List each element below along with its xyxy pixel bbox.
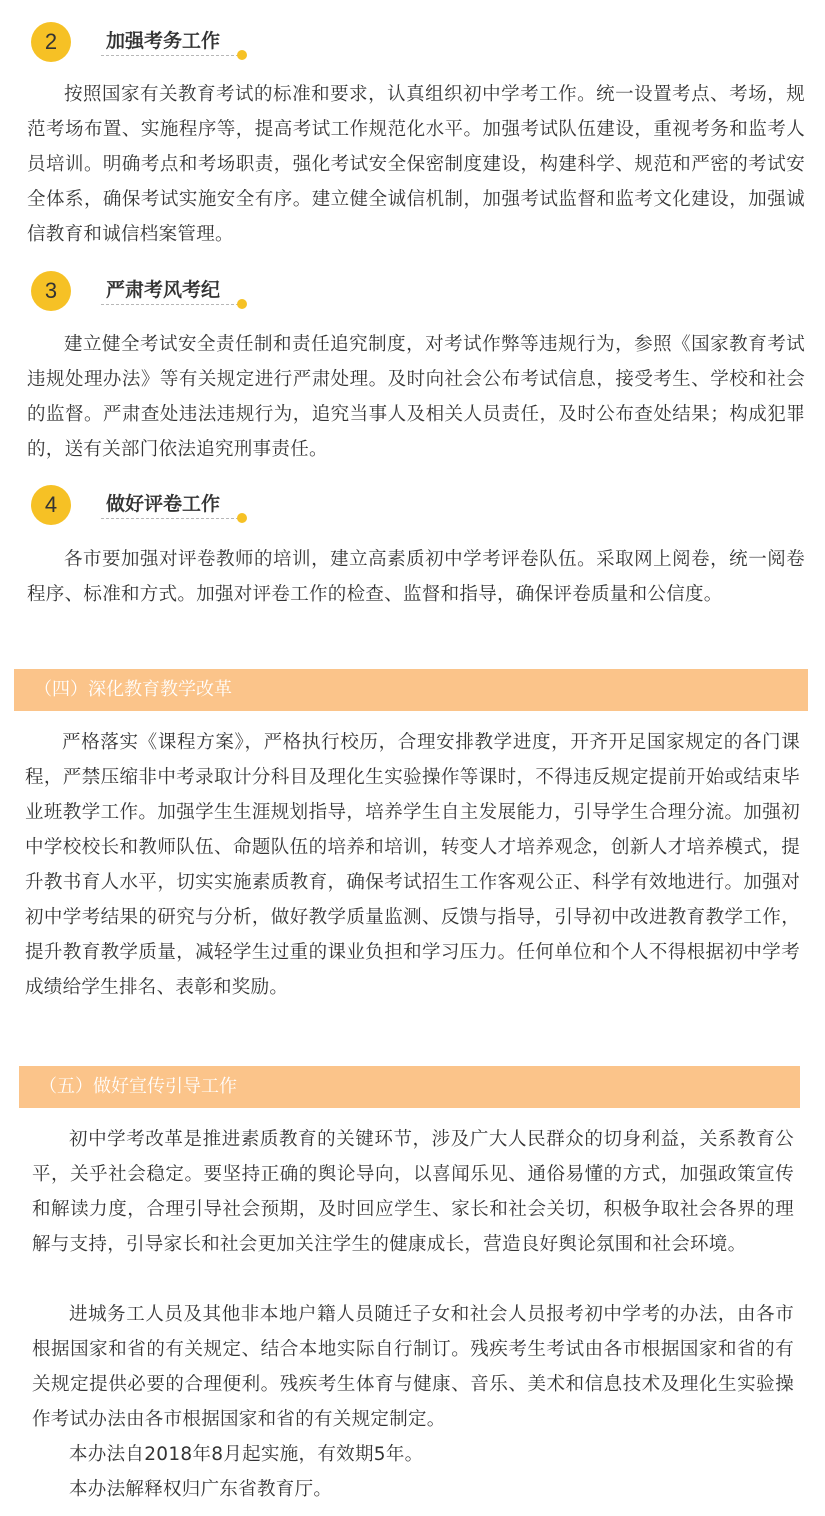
section-paragraph: 初中学考改革是推进素质教育的关键环节，涉及广大人民群众的切身利益，关系教育公平，关乎社会稳定。要坚持正确的舆论导向，以喜闻乐见、通俗易懂的方式，加强政策宣传和解读力度，合理引导社会预期，及时回应学生、家长和社会关切，积极争取社会各界的理解与支持，引导家长和社会更加关注学生的健康成长，营造良好舆论氛围和社会环境。 <box>32 1129 794 1255</box>
item-number-badge: 4 <box>31 485 71 525</box>
item-paragraph-2: 按照国家有关教育考试的标准和要求，认真组织初中学考工作。统一设置考点、考场，规范考场布置、实施程序等，提高考试工作规范化水平。加强考试队伍建设，重视考务和监考人员培训。明确考点和考场职责，强化考试安全保密制度建设，构建科学、规范和严密的考试安全体系，确保考试实施安全有序。建立健全诚信机制，加强考试监督和监考文化建设，加强诚信教育和诚信档案管理。 <box>27 84 805 245</box>
heading-underline <box>101 304 239 305</box>
item-paragraph-4: 各市要加强对评卷教师的培训，建立高素质初中学考评卷队伍。采取网上阅卷，统一阅卷程序、标准和方式。加强对评卷工作的检查、监督和指导，确保评卷质量和公信度。 <box>27 549 805 605</box>
heading-underline <box>101 518 239 519</box>
interpretation-text: 本办法解释权归广东省教育厅。 <box>69 1479 333 1500</box>
section-title: （四）深化教育教学改革 <box>34 679 232 700</box>
heading-dot-icon <box>237 299 247 309</box>
heading-dot-icon <box>237 513 247 523</box>
heading-underline <box>101 55 239 56</box>
item-number-badge: 3 <box>31 271 71 311</box>
section-title: （五）做好宣传引导工作 <box>39 1076 237 1097</box>
item-title: 加强考务工作 <box>106 30 221 52</box>
section-header-5 <box>19 1066 800 1108</box>
item-title: 做好评卷工作 <box>106 493 221 515</box>
item-title: 严肃考风考纪 <box>106 279 221 301</box>
item-number-badge: 2 <box>31 22 71 62</box>
item-paragraph-3: 建立健全考试安全责任制和责任追究制度，对考试作弊等违规行为，参照《国家教育考试违规处理办法》等有关规定进行严肃处理。及时向社会公布考试信息，接受考生、学校和社会的监督。严肃查处违法违规行为，追究当事人及相关人员责任，及时公布查处结果；构成犯罪的，送有关部门依法追究刑事责任。 <box>27 334 805 460</box>
section-paragraph: 进城务工人员及其他非本地户籍人员随迁子女和社会人员报考初中学考的办法，由各市根据国家和省的有关规定、结合本地实际自行制订。残疾考生考试由各市根据国家和省的有关规定提供必要的合理便利。残疾考生体育与健康、音乐、美术和信息技术及理化生实验操作考试办法由各市根据国家和省的有关规定制定。 <box>32 1304 794 1430</box>
section-paragraph: 严格落实《课程方案》，严格执行校历，合理安排教学进度，开齐开足国家规定的各门课程，严禁压缩非中考录取计分科目及理化生实验操作等课时，不得违反规定提前开始或结束毕业班教学工作。加强学生生涯规划指导，培养学生自主发展能力，引导学生合理分流。加强初中学校校长和教师队伍、命题队伍的培养和培训，转变人才培养观念，创新人才培养模式，提升教书育人水平，切实实施素质教育，确保考试招生工作客观公正、科学有效地进行。加强对初中学考结果的研究与分析，做好教学质量监测、反馈与指导，引导初中改进教育教学工作，提升教育教学质量，减轻学生过重的课业负担和学习压力。任何单位和个人不得根据初中学考成绩给学生排名、表彰和奖励。 <box>25 732 800 998</box>
heading-dot-icon <box>237 50 247 60</box>
section-header-4 <box>14 669 808 711</box>
effective-date-text: 本办法自2018年8月起实施，有效期5年。 <box>69 1444 424 1465</box>
